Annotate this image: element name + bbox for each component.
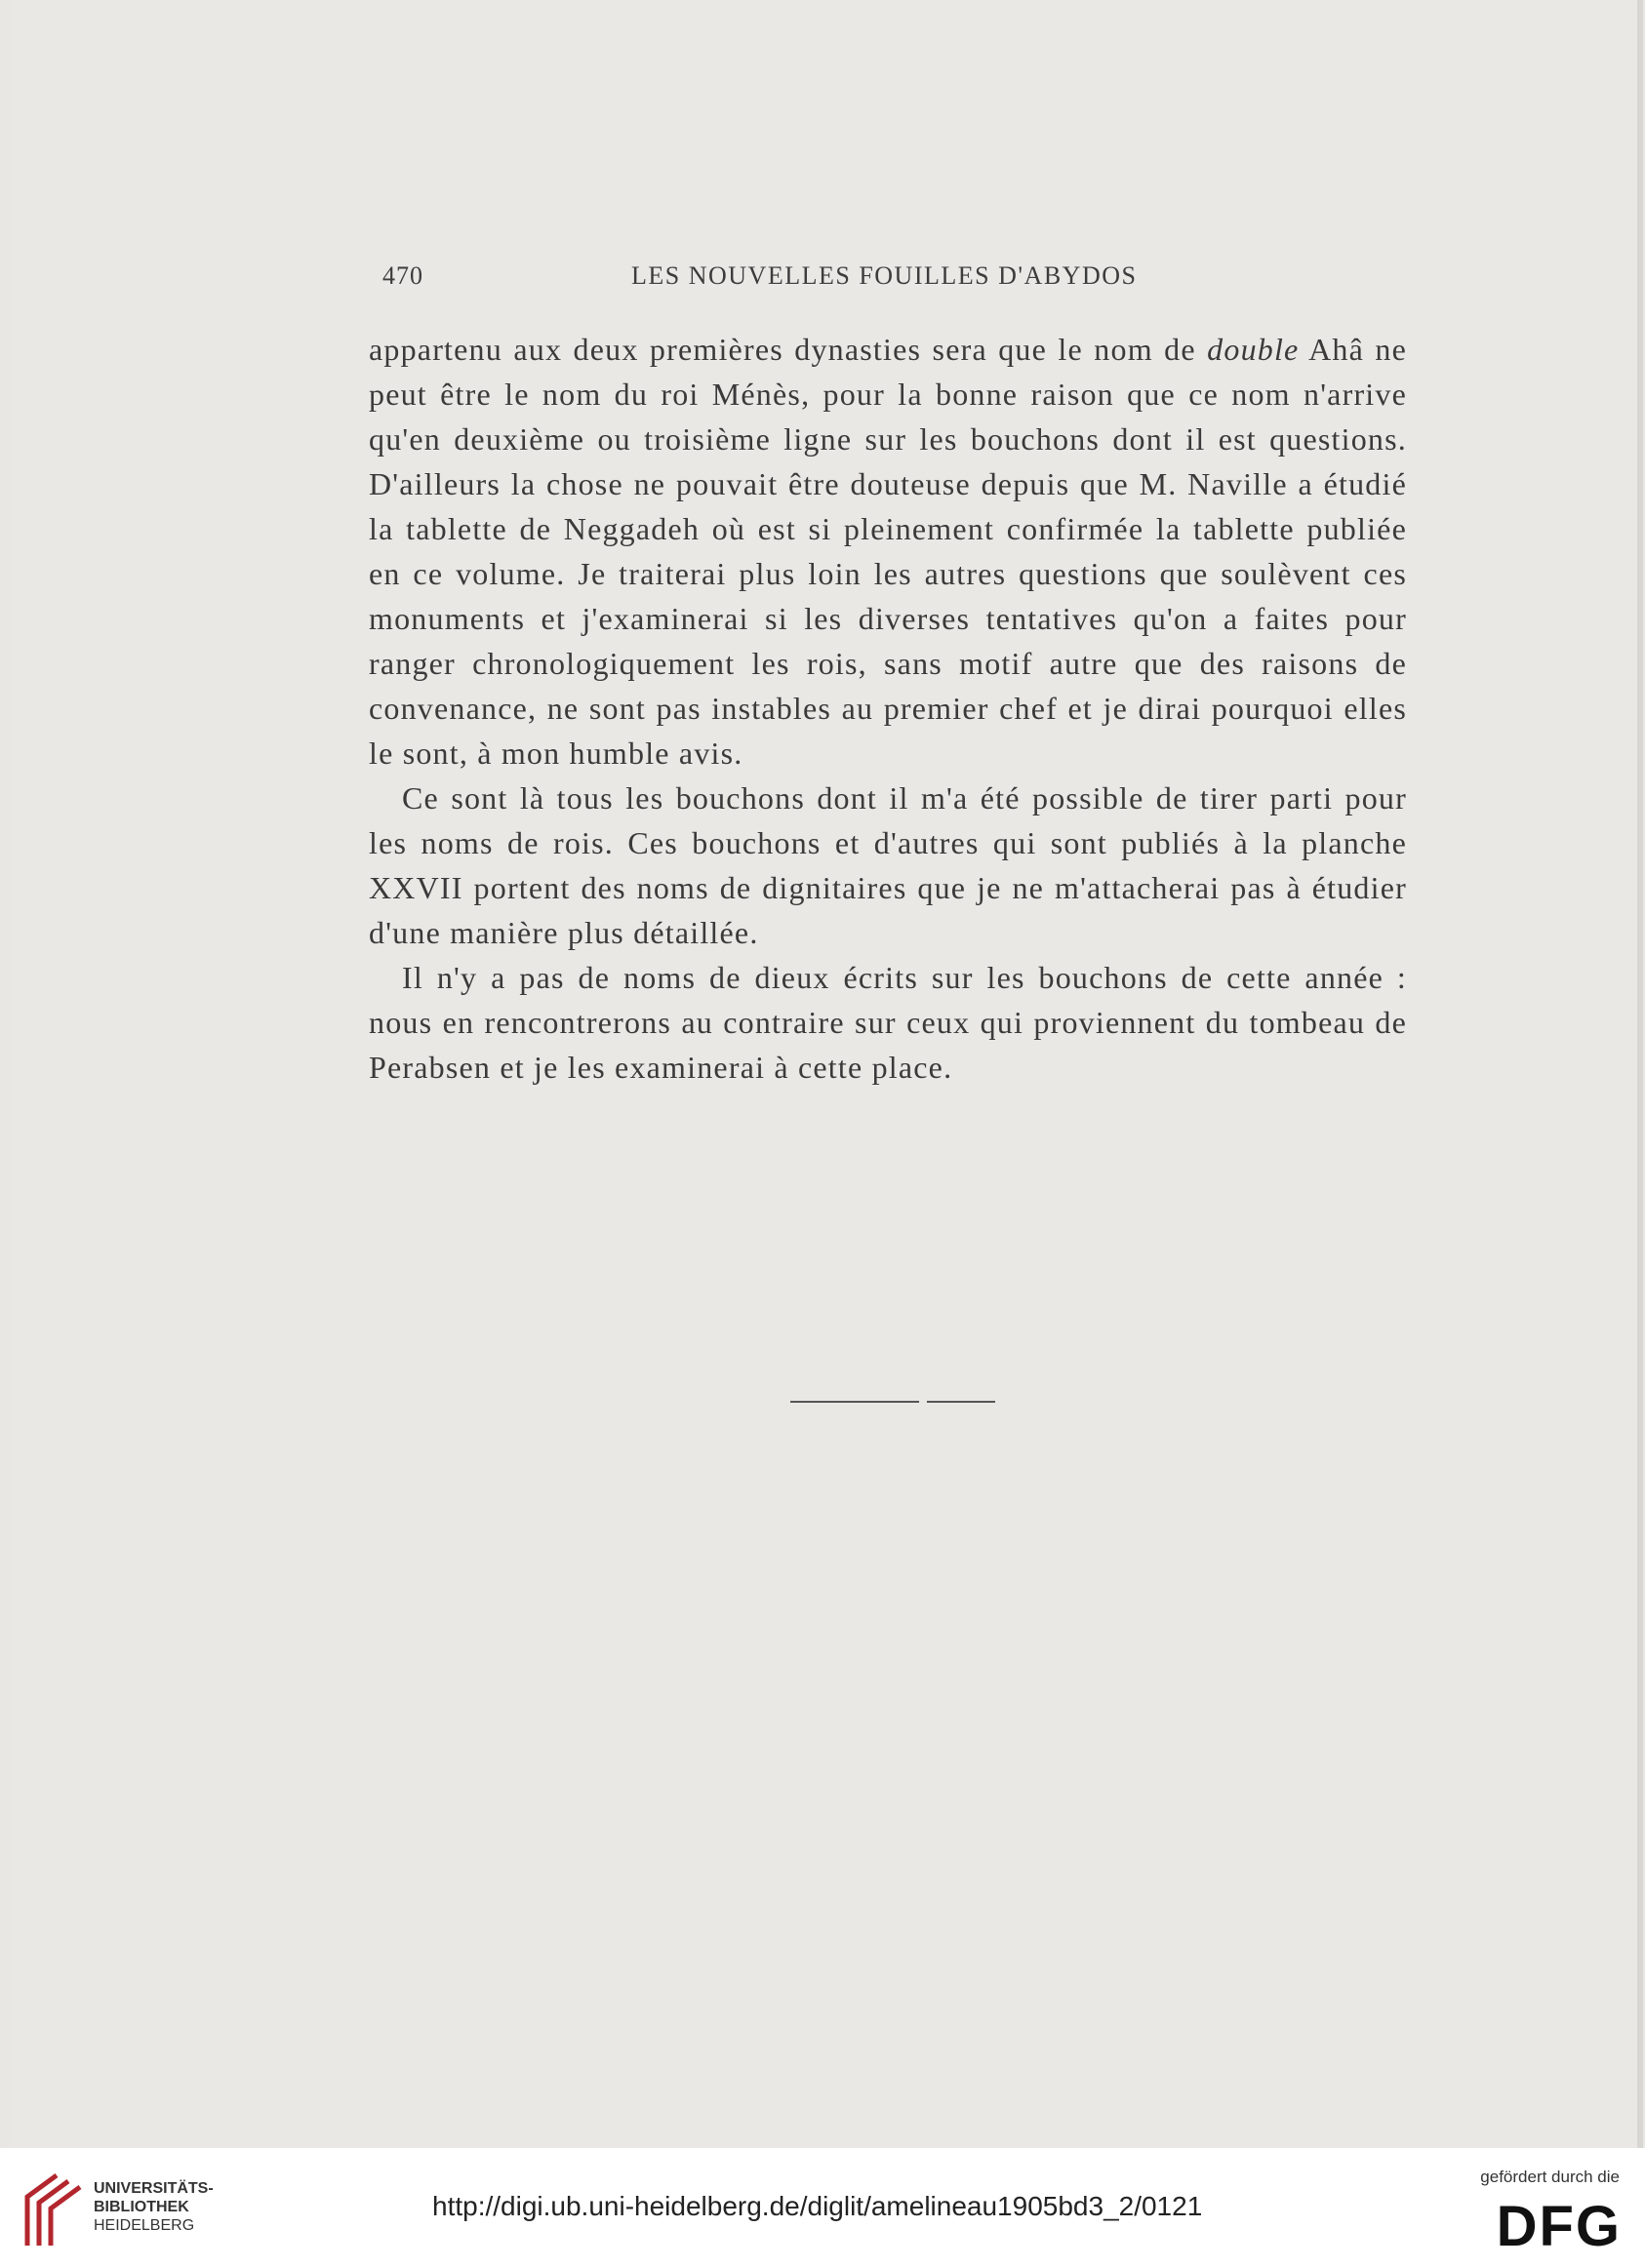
viewer-footer — [0, 2148, 1645, 2268]
library-name-line-3: HEIDELBERG — [94, 2217, 195, 2234]
page-header — [382, 261, 1403, 300]
section-end-rule-gap — [919, 1399, 927, 1405]
page-number: 470 — [382, 261, 423, 290]
paragraph-1-rest: Ahâ ne peut être le nom du roi Ménès, pour la bonne raison que ce nom n'arrive qu'en deuxième ou troisième ligne sur les bouchons dont il est questions. D'ailleurs la chose ne pouvait être douteuse depuis que M. Naville a étudié la tablette de Neggadeh où est si pleinement confirmée la tablette publiée en ce volume. Je traiterai plus loin les autres questions que soulèvent ces monuments et j'examinerai si les diverses tentatives qu'on a faites pour ranger chronologiquement les rois, sans motif autre que des raisons de convenance, ne sont pas instables au premier chef et je dirai pourquoi elles le sont, à mon humble avis. — [369, 332, 1407, 771]
library-name-line-1: UNIVERSITÄTS- — [94, 2180, 214, 2197]
running-title: LES NOUVELLES FOUILLES D'ABYDOS — [631, 261, 1138, 290]
library-name-line-2: BIBLIOTHEK — [94, 2199, 189, 2215]
paragraph-1-italic: double — [1207, 332, 1300, 367]
paragraph-2: Ce sont là tous les bouchons dont il m'a été possible de tirer parti pour les noms de rois. Ces bouchons et d'autres qui sont publiés à la planche XXVII portent des noms de dignitaires que je ne m'attacherai pas à étudier d'une manière plus détaillée. — [369, 780, 1407, 950]
library-logo-icon — [18, 2168, 86, 2251]
paragraph-1 — [369, 327, 1407, 776]
paragraph-1-start: appartenu aux deux premières dynasties sera que le nom de — [369, 332, 1208, 367]
funding-text: gefördert durch die — [1480, 2168, 1620, 2186]
book-page — [10, 0, 1643, 2148]
section-end-rule — [790, 1401, 995, 1403]
permalink-url[interactable]: http://digi.ub.uni-heidelberg.de/diglit/amelineau1905bd3_2/0121 — [432, 2191, 1203, 2221]
library-name — [94, 2179, 214, 2235]
paragraph-3: Il n'y a pas de noms de dieux écrits sur les bouchons de cette année : nous en rencontrerons au contraire sur ceux qui proviennent du tombeau de Perabsen et je les examinerai à cette place. — [369, 960, 1407, 1085]
body-text — [369, 327, 1407, 1090]
dfg-logo-icon: DFG — [1496, 2195, 1622, 2258]
